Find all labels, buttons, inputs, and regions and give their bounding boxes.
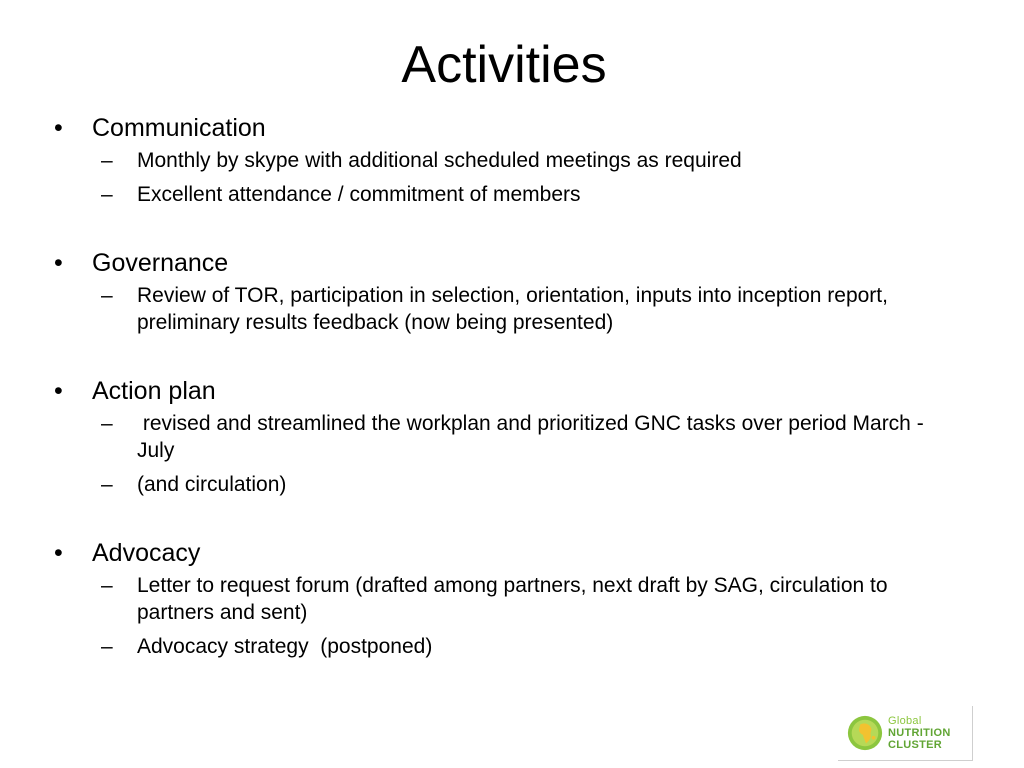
- dash-marker: –: [101, 635, 113, 658]
- sub-item: [54, 633, 954, 660]
- sub-item: [54, 181, 954, 208]
- dash-marker: –: [101, 473, 113, 496]
- sub-list: [54, 410, 954, 498]
- logo-line-cluster: CLUSTER: [888, 739, 943, 751]
- slide-title: Activities: [401, 36, 607, 94]
- section-action-plan: [54, 375, 954, 498]
- section-heading: Action plan: [92, 377, 216, 405]
- section-heading: Governance: [92, 249, 229, 277]
- sub-item: [54, 410, 954, 464]
- global-nutrition-cluster-logo: [838, 706, 973, 761]
- globe-africa-icon: [846, 714, 884, 752]
- section-governance: [54, 247, 954, 336]
- dash-marker: –: [101, 284, 113, 307]
- dash-marker: –: [101, 574, 113, 597]
- section-communication: [54, 112, 954, 208]
- sub-list: [54, 282, 954, 336]
- bullet-marker: •: [54, 539, 63, 567]
- section-heading: Advocacy: [92, 539, 201, 567]
- section-advocacy: [54, 537, 954, 660]
- bullet-marker: •: [54, 377, 63, 405]
- dash-marker: –: [101, 183, 113, 206]
- logo-line-global: Global: [888, 715, 922, 727]
- sub-list: [54, 572, 954, 660]
- bullet-marker: •: [54, 114, 63, 142]
- sub-item: [54, 572, 954, 626]
- sub-item: [54, 147, 954, 174]
- sub-item-text: Excellent attendance / commitment of members: [137, 183, 581, 206]
- section-heading: Communication: [92, 114, 266, 142]
- sub-item-text: Review of TOR, participation in selection, orientation, inputs into inception report, preliminary results feedback (now being presented): [137, 284, 894, 334]
- sub-item-text: Monthly by skype with additional scheduled meetings as required: [137, 149, 742, 172]
- bullet-list: [54, 112, 954, 660]
- sub-item: [54, 282, 954, 336]
- dash-marker: –: [101, 412, 113, 435]
- logo-line-nutrition: NUTRITION: [888, 727, 951, 739]
- sub-list: [54, 147, 954, 208]
- sub-item-text: Advocacy strategy (postponed): [137, 635, 433, 658]
- bullet-marker: •: [54, 249, 63, 277]
- sub-item: [54, 471, 954, 498]
- sub-item-text: (and circulation): [137, 473, 287, 496]
- logo-text: [888, 715, 951, 751]
- dash-marker: –: [101, 149, 113, 172]
- sub-item-text: Letter to request forum (drafted among partners, next draft by SAG, circulation to partners and sent): [137, 574, 894, 624]
- sub-item-text: revised and streamlined the workplan and prioritized GNC tasks over period March - July: [137, 412, 936, 462]
